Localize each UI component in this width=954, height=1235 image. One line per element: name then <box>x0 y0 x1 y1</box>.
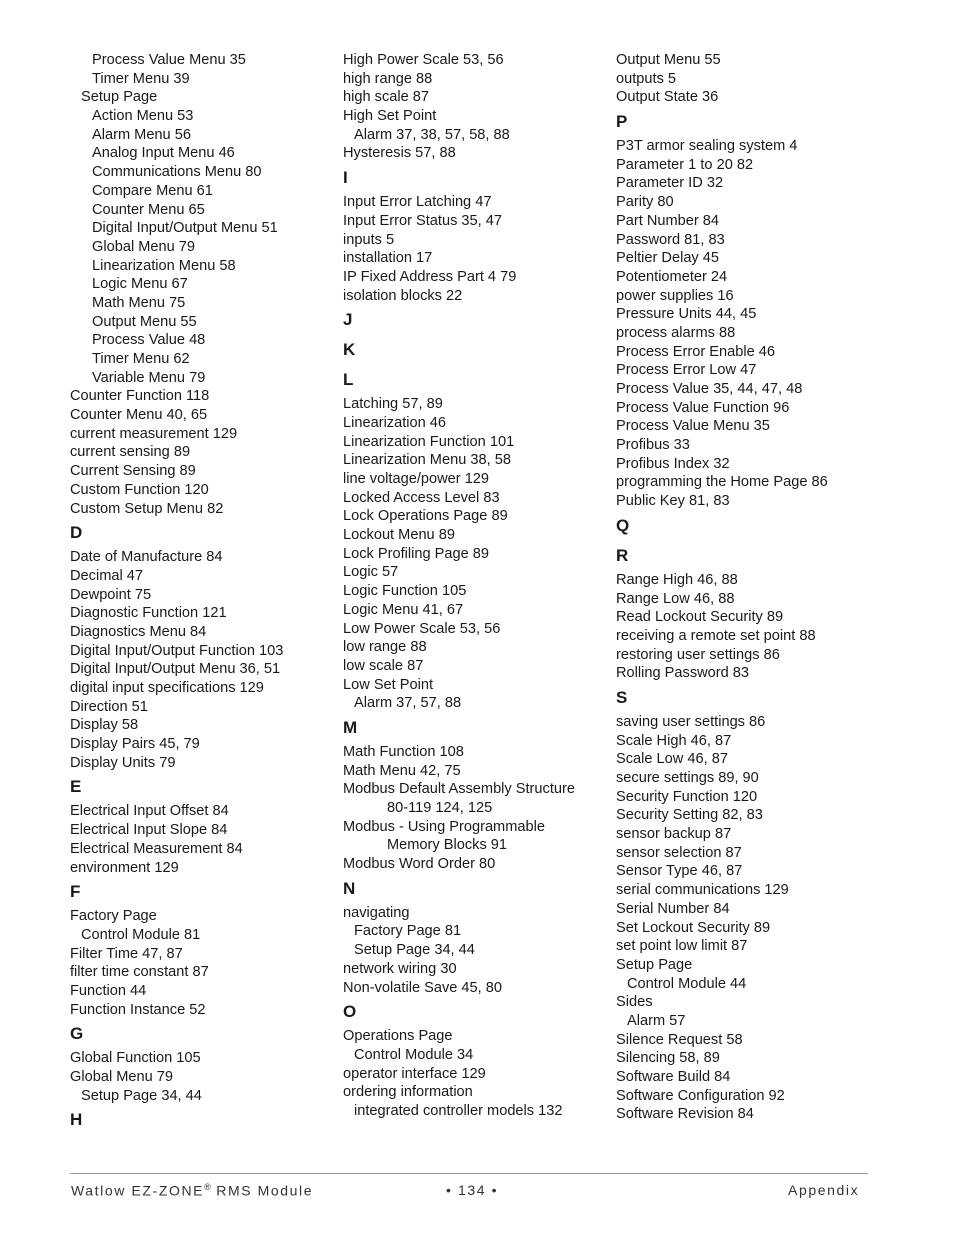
index-entry: operator interface 129 <box>343 1065 486 1082</box>
index-entry: saving user settings 86 <box>616 713 766 730</box>
index-subentry: Process Value 48 <box>92 332 206 349</box>
index-entry: Output State 36 <box>616 89 719 106</box>
index-entry: ordering information <box>343 1084 473 1101</box>
index-entry: High Power Scale 53, 56 <box>343 52 504 68</box>
index-entry: Hysteresis 57, 88 <box>343 145 456 162</box>
index-entry: receiving a remote set point 88 <box>616 627 816 644</box>
index-entry: Sensor Type 46, 87 <box>616 863 743 880</box>
index-entry: filter time constant 87 <box>70 964 209 981</box>
index-entry: Software Build 84 <box>616 1069 731 1085</box>
index-entry: navigating <box>343 904 410 921</box>
index-entry: Logic Function 105 <box>343 583 467 600</box>
index-entry: Pressure Units 44, 45 <box>616 306 757 323</box>
index-entry: Electrical Input Offset 84 <box>70 803 229 820</box>
index-entry: High Set Point <box>343 108 437 125</box>
index-letter-heading: S <box>616 687 628 707</box>
index-letter-heading: F <box>70 882 81 902</box>
index-letter-heading: O <box>343 1002 357 1022</box>
index-entry: installation 17 <box>343 250 433 267</box>
index-entry: Sides <box>616 994 653 1011</box>
footer-product-name: Watlow EZ-ZONE® RMS Module <box>71 1182 314 1199</box>
index-entry: current sensing 89 <box>70 444 191 461</box>
index-subentry: Timer Menu 62 <box>92 351 190 367</box>
index-entry: programming the Home Page 86 <box>616 474 828 491</box>
index-entry: low range 88 <box>343 639 427 656</box>
index-entry: Parity 80 <box>616 194 674 211</box>
index-entry: Lock Operations Page 89 <box>343 508 508 525</box>
index-subentry: Analog Input Menu 46 <box>92 145 235 162</box>
index-entry: isolation blocks 22 <box>343 287 463 304</box>
index-entry: Process Value Menu 35 <box>616 418 770 435</box>
index-subentry: Math Menu 75 <box>92 294 186 311</box>
index-entry: Latching 57, 89 <box>343 396 443 413</box>
index-subentry: Factory Page 81 <box>354 923 462 940</box>
index-subentry: Alarm 37, 38, 57, 58, 88 <box>354 126 510 143</box>
index-entry: Process Error Low 47 <box>616 362 757 379</box>
index-entry: Range High 46, 88 <box>616 571 738 588</box>
index-entry: Diagnostics Menu 84 <box>70 623 207 640</box>
index-subentry: Output Menu 55 <box>92 313 197 330</box>
index-entry: Function 44 <box>70 982 147 999</box>
index-entry: Set Lockout Security 89 <box>616 919 771 936</box>
index-entry: Digital Input/Output Menu 36, 51 <box>70 661 281 678</box>
index-entry: Password 81, 83 <box>616 231 725 248</box>
index-subentry: Variable Menu 79 <box>92 369 206 386</box>
index-letter-heading: Q <box>616 515 630 535</box>
index-entry: Custom Function 120 <box>70 481 209 498</box>
index-entry: Software Revision 84 <box>616 1106 754 1123</box>
index-entry: Factory Page <box>70 908 157 925</box>
index-entry: Part Number 84 <box>616 212 720 229</box>
index-letter-heading: N <box>343 878 356 898</box>
index-subentry: Logic Menu 67 <box>92 276 188 293</box>
index-entry: Counter Function 118 <box>70 388 210 405</box>
index-subentry: Setup Page <box>81 89 158 106</box>
index-entry: Setup Page <box>616 956 693 973</box>
index-subentry: Setup Page 34, 44 <box>81 1087 202 1104</box>
index-entry: Process Error Enable 46 <box>616 343 775 360</box>
index-subentry: Digital Input/Output Menu 51 <box>92 220 278 237</box>
index-letter-heading: D <box>70 523 83 543</box>
index-subentry: Alarm Menu 56 <box>92 126 191 143</box>
index-entry: Modbus - Using Programmable <box>343 818 545 835</box>
index-entry: process alarms 88 <box>616 324 736 341</box>
index-entry: line voltage/power 129 <box>343 471 490 487</box>
index-entry: Input Error Status 35, 47 <box>343 212 502 229</box>
index-entry: IP Fixed Address Part 4 79 <box>343 268 517 285</box>
index-subentry: Process Value Menu 35 <box>92 52 246 68</box>
index-entry: sensor selection 87 <box>616 844 742 861</box>
index-entry: Input Error Latching 47 <box>343 194 492 211</box>
index-entry: Lock Profiling Page 89 <box>343 545 490 562</box>
index-entry: Global Menu 79 <box>70 1069 174 1085</box>
index-entry: Custom Setup Menu 82 <box>70 500 224 517</box>
index-subentry: Alarm 37, 57, 88 <box>354 695 462 712</box>
index-entry: Math Menu 42, 75 <box>343 762 461 779</box>
index-entry: secure settings 89, 90 <box>616 770 759 786</box>
index-entry: Silence Request 58 <box>616 1031 743 1048</box>
index-entry: Parameter ID 32 <box>616 175 724 192</box>
index-subentry: integrated controller models 132 <box>354 1102 563 1119</box>
index-letter-heading: I <box>343 168 348 188</box>
index-letter-heading: M <box>343 717 358 737</box>
index-entry: Low Set Point <box>343 676 434 693</box>
index-subentry: Global Menu 79 <box>92 238 196 255</box>
index-entry: P3T armor sealing system 4 <box>616 138 798 155</box>
index-entry: Current Sensing 89 <box>70 463 196 480</box>
index-entry: Public Key 81, 83 <box>616 493 730 510</box>
index-entry: high range 88 <box>343 70 433 87</box>
index-subentry: Counter Menu 65 <box>92 201 205 218</box>
index-entry: Process Value 35, 44, 47, 48 <box>616 381 803 397</box>
index-entry: digital input specifications 129 <box>70 680 264 696</box>
index-entry: Dewpoint 75 <box>70 586 152 603</box>
index-letter-heading: G <box>70 1024 84 1044</box>
index-entry: inputs 5 <box>343 231 395 248</box>
index-entry: Security Setting 82, 83 <box>616 807 763 824</box>
index-letter-heading: E <box>70 777 82 797</box>
index-entry: outputs 5 <box>616 70 677 87</box>
index-subentry: Action Menu 53 <box>92 108 194 125</box>
index-entry: Modbus Default Assembly Structure <box>343 781 575 798</box>
index-entry: Peltier Delay 45 <box>616 250 720 267</box>
index-entry: Linearization Function 101 <box>343 433 515 450</box>
index-entry: Linearization 46 <box>343 414 447 431</box>
index-entry: Function Instance 52 <box>70 1001 206 1018</box>
index-subentry: Alarm 57 <box>627 1012 686 1029</box>
index-subentry: Control Module 44 <box>627 975 747 992</box>
index-entry: Electrical Input Slope 84 <box>70 822 228 839</box>
index-entry: Electrical Measurement 84 <box>70 840 243 857</box>
index-entry: Diagnostic Function 121 <box>70 605 227 622</box>
index-entry: Decimal 47 <box>70 567 143 584</box>
index-entry: serial communications 129 <box>616 882 789 899</box>
index-column-1 <box>70 51 332 1135</box>
index-entry: Display Units 79 <box>70 754 176 771</box>
index-entry: Software Configuration 92 <box>616 1087 785 1104</box>
index-subentry: 80-119 124, 125 <box>387 800 493 816</box>
index-letter-heading: R <box>616 545 629 565</box>
index-subentry: Timer Menu 39 <box>92 70 190 87</box>
index-entry: Lockout Menu 89 <box>343 527 455 544</box>
index-entry: Rolling Password 83 <box>616 665 750 682</box>
footer-page-number: • 134 • <box>446 1182 499 1198</box>
index-entry: Process Value Function 96 <box>616 399 790 416</box>
index-entry: Modbus Word Order 80 <box>343 856 496 873</box>
index-letter-heading: K <box>343 340 356 360</box>
index-entry: Logic 57 <box>343 564 399 581</box>
index-letter-heading: J <box>343 310 353 330</box>
index-entry: Digital Input/Output Function 103 <box>70 642 284 659</box>
index-subentry: Memory Blocks 91 <box>387 837 508 854</box>
footer-rule <box>70 1173 868 1174</box>
index-subentry: Setup Page 34, 44 <box>354 942 475 959</box>
index-entry: network wiring 30 <box>343 960 457 977</box>
index-entry: Scale High 46, 87 <box>616 732 732 749</box>
index-subentry: Compare Menu 61 <box>92 182 213 199</box>
index-entry: Low Power Scale 53, 56 <box>343 620 501 637</box>
index-entry: Logic Menu 41, 67 <box>343 601 464 618</box>
index-entry: Security Function 120 <box>616 788 758 805</box>
index-column-2 <box>343 51 605 1121</box>
index-entry: Display 58 <box>70 717 139 734</box>
index-entry: Counter Menu 40, 65 <box>70 407 208 424</box>
index-subentry: Control Module 81 <box>81 926 201 943</box>
index-entry: Non-volatile Save 45, 80 <box>343 979 503 996</box>
index-entry: set point low limit 87 <box>616 938 748 955</box>
index-letter-heading: H <box>70 1110 83 1130</box>
index-entry: Direction 51 <box>70 698 148 715</box>
index-entry: Display Pairs 45, 79 <box>70 736 200 753</box>
index-entry: Global Function 105 <box>70 1050 201 1067</box>
index-entry: restoring user settings 86 <box>616 646 780 663</box>
index-entry: Operations Page <box>343 1028 453 1045</box>
index-letter-heading: L <box>343 370 354 390</box>
index-subentry: Communications Menu 80 <box>92 164 262 181</box>
index-entry: sensor backup 87 <box>616 826 732 843</box>
index-entry: Silencing 58, 89 <box>616 1050 720 1067</box>
index-entry: Profibus 33 <box>616 437 690 454</box>
footer-section-name: Appendix <box>788 1182 860 1198</box>
index-entry: Filter Time 47, 87 <box>70 945 183 962</box>
index-entry: Locked Access Level 83 <box>343 489 500 506</box>
index-entry: Linearization Menu 38, 58 <box>343 452 511 469</box>
index-subentry: Linearization Menu 58 <box>92 257 236 274</box>
index-entry: low scale 87 <box>343 657 424 674</box>
index-entry: environment 129 <box>70 859 179 876</box>
registered-mark: ® <box>204 1182 211 1192</box>
index-entry: current measurement 129 <box>70 425 238 442</box>
index-column-3 <box>616 51 916 1124</box>
index-entry: power supplies 16 <box>616 287 734 304</box>
index-entry: Range Low 46, 88 <box>616 590 735 607</box>
index-entry: Math Function 108 <box>343 743 464 760</box>
index-entry: Scale Low 46, 87 <box>616 751 728 768</box>
index-entry: Read Lockout Security 89 <box>616 609 784 626</box>
index-letter-heading: P <box>616 112 628 132</box>
index-entry: high scale 87 <box>343 89 430 106</box>
index-subentry: Control Module 34 <box>354 1046 474 1063</box>
index-entry: Potentiometer 24 <box>616 268 728 285</box>
index-entry: Serial Number 84 <box>616 900 730 917</box>
index-entry: Date of Manufacture 84 <box>70 549 223 566</box>
index-entry: Output Menu 55 <box>616 52 721 68</box>
index-entry: Parameter 1 to 20 82 <box>616 156 754 173</box>
index-entry: Profibus Index 32 <box>616 455 730 472</box>
